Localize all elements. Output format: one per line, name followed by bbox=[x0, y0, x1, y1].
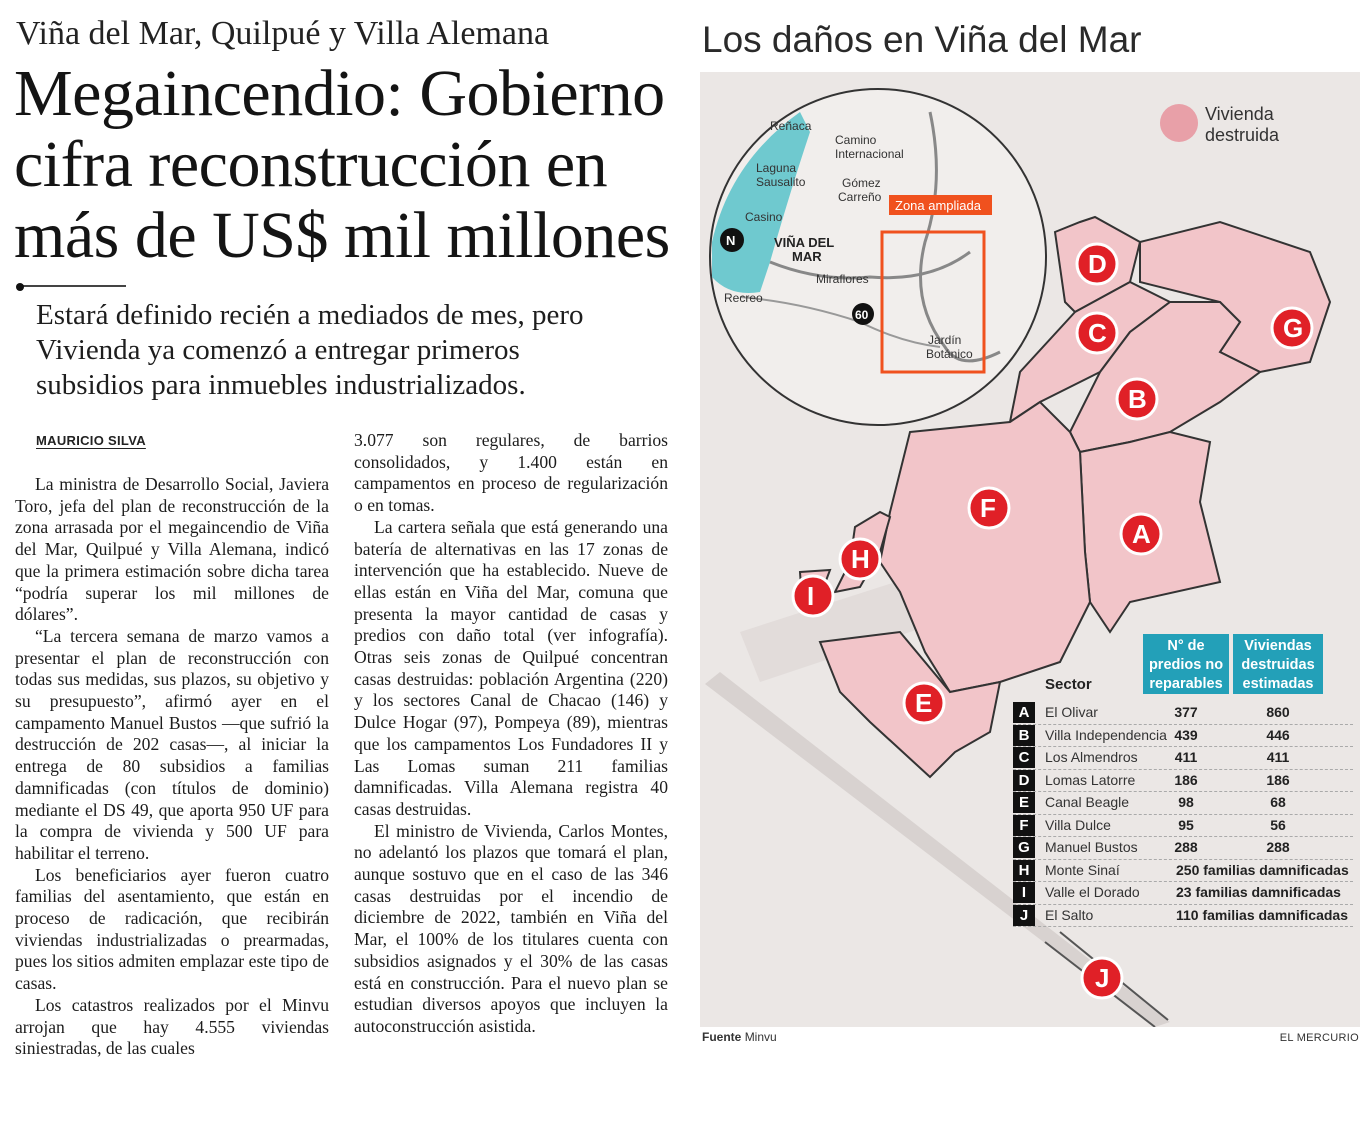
row-letter: C bbox=[1013, 747, 1035, 768]
row-letter: F bbox=[1013, 815, 1035, 836]
row-familias: 110 familias damnificadas bbox=[1176, 906, 1348, 923]
inset-label-vina-1: VIÑA DEL bbox=[774, 235, 835, 250]
table-header-predios bbox=[1143, 634, 1229, 694]
publication-credit: EL MERCURIO bbox=[1279, 1032, 1359, 1044]
header-line: reparables bbox=[1149, 676, 1223, 692]
deck-bullet bbox=[16, 283, 24, 291]
sector-letter: J bbox=[1095, 963, 1110, 993]
inset-label-sausalito: Sausalito bbox=[756, 175, 806, 189]
headline-line-2: cifra reconstrucción en bbox=[14, 128, 608, 201]
inset-label-internacional: Internacional bbox=[835, 147, 904, 161]
article-column-1 bbox=[15, 474, 329, 1060]
row-name: Canal Beagle bbox=[1045, 794, 1130, 810]
sector-letter: B bbox=[1128, 384, 1147, 414]
inset-label-carreno: Carreño bbox=[838, 190, 882, 204]
article-deck bbox=[36, 298, 686, 403]
sector-marker-i bbox=[793, 576, 833, 616]
sector-marker-b bbox=[1117, 379, 1157, 419]
row-letter: G bbox=[1013, 837, 1035, 858]
table-row bbox=[1013, 747, 1353, 770]
header-line: Viviendas bbox=[1244, 638, 1312, 654]
inset-label-gomez: Gómez bbox=[842, 176, 881, 190]
sector-letter: G bbox=[1283, 313, 1304, 343]
paragraph: El ministro de Vivienda, Carlos Montes, no adelantó los plazos que tomará el plan, aunque sostuvo que en el caso de las 346 casas destruidas por el incendio de diciembre de 2022, también en Viña del Mar, el 100% de los titulares cuenta con subsidios asignados y el 30% de las casas está en construcción. Para el nuevo plan se estudian diversos apoyos que incluyen la autoconstrucción asistida. bbox=[354, 820, 668, 1036]
source-label: Fuente bbox=[702, 1030, 742, 1044]
row-familias: 23 familias damnificadas bbox=[1176, 884, 1341, 900]
row-name: El Salto bbox=[1045, 906, 1094, 923]
table-row bbox=[1013, 702, 1353, 725]
headline-line-3: más de US$ mil millones bbox=[14, 199, 670, 272]
paragraph: 3.077 son regulares, de barrios consolidados, y 1.400 están en campamentos en proceso de regularización o en tomas. bbox=[354, 430, 668, 516]
table-rows bbox=[1013, 702, 1353, 927]
row-predios: 95 bbox=[1178, 816, 1194, 833]
sector-letter: D bbox=[1088, 249, 1107, 279]
row-predios: 377 bbox=[1174, 704, 1198, 720]
inset-label-renaca: Reñaca bbox=[770, 119, 812, 133]
row-viviendas: 860 bbox=[1266, 704, 1290, 720]
article-headline bbox=[14, 58, 689, 271]
paragraph: Los beneficiarios ayer fueron cuatro familias del asentamiento, que están en proceso de radicación, que recibirán viviendas industrializadas o prearmadas, pues los sitios admiten emplazar este tipo de casas. bbox=[15, 864, 329, 994]
row-viviendas: 411 bbox=[1266, 749, 1290, 765]
sector-marker-a bbox=[1121, 514, 1161, 554]
sector-marker-f bbox=[969, 488, 1009, 528]
sector-letter: F bbox=[980, 493, 996, 523]
row-name: El Olivar bbox=[1045, 704, 1098, 720]
table-row bbox=[1013, 725, 1353, 748]
deck-line-3: subsidios para inmuebles industrializados. bbox=[36, 369, 526, 401]
row-predios: 288 bbox=[1174, 839, 1198, 855]
row-viviendas: 446 bbox=[1266, 726, 1290, 743]
table-row bbox=[1013, 860, 1353, 883]
row-familias: 250 familias damnificadas bbox=[1176, 861, 1349, 878]
row-predios: 98 bbox=[1178, 794, 1194, 810]
sector-letter: C bbox=[1088, 318, 1107, 348]
table-header-viviendas bbox=[1233, 634, 1323, 694]
paragraph: La cartera señala que está generando una batería de alternativas en las 17 zonas de intervención que ha establecido. Nueve de ellas están en Viña del Mar, comuna que presenta la mayor cantidad de casas y predios con daño total (ver infografía). Otras seis zonas de Quilpué concentran casas destruidas: población Argentina (220) y los sectores Canal de Chacao (146) y Dulce Hogar (97), Pompeya (89), mientras que los campamentos Los Fundadores II y Las Lomas suman 211 familias damnificadas. Villa Alemana registra 40 casas destruidas. bbox=[354, 516, 668, 819]
row-predios: 186 bbox=[1174, 771, 1198, 788]
inset-label-jardin: Jardín bbox=[928, 333, 962, 347]
sector-marker-j bbox=[1082, 958, 1122, 998]
inset-label-vina-2: MAR bbox=[792, 249, 822, 264]
sector-marker-c bbox=[1077, 313, 1117, 353]
deck-line-2: Vivienda ya comenzó a entregar primeros bbox=[36, 334, 520, 366]
inset-label-casino: Casino bbox=[745, 210, 783, 224]
inset-label-botanico: Botánico bbox=[926, 347, 973, 361]
sector-letter: I bbox=[807, 581, 815, 611]
row-name: Villa Independencia bbox=[1045, 726, 1167, 743]
inset-label-camino: Camino bbox=[835, 133, 877, 147]
row-letter: H bbox=[1013, 860, 1035, 881]
route-shield-label: 60 bbox=[855, 308, 869, 322]
row-viviendas: 186 bbox=[1266, 771, 1290, 788]
row-letter: A bbox=[1013, 702, 1035, 723]
zona-ampliada-label: Zona ampliada bbox=[895, 198, 981, 213]
table-row bbox=[1013, 905, 1353, 928]
paragraph: “La tercera semana de marzo vamos a presentar el plan de reconstrucción con todas sus medidas, sus plazos, su objetivo y su presupuesto”, afirmó ayer en el campamento Manuel Bustos —que sufrió la destrucción de 202 casas—, al iniciar la entrega de 80 subsidios a familias damnificadas (con títulos de dominio) mediante el DS 49, que aporta 950 UF para la compra de vivienda y 500 UF para habilitar el terreno. bbox=[15, 625, 329, 863]
source-note bbox=[702, 1030, 777, 1044]
north-arrow-label: N bbox=[726, 233, 736, 248]
inset-label-recreo: Recreo bbox=[724, 291, 763, 305]
table-row bbox=[1013, 815, 1353, 838]
sector-marker-g bbox=[1272, 308, 1312, 348]
row-letter: J bbox=[1013, 905, 1035, 926]
sector-letter: H bbox=[851, 544, 870, 574]
sector-marker-e bbox=[904, 683, 944, 723]
paragraph: Los catastros realizados por el Minvu arrojan que hay 4.555 viviendas siniestradas, de las cuales bbox=[15, 994, 329, 1059]
sector-letter: A bbox=[1132, 519, 1151, 549]
deck-line-1: Estará definido recién a mediados de mes, pero bbox=[36, 299, 584, 331]
row-predios: 411 bbox=[1174, 749, 1198, 765]
byline: MAURICIO SILVA bbox=[36, 433, 146, 448]
paragraph: La ministra de Desarrollo Social, Javiera Toro, jefa del plan de reconstrucción de la zona arrasada por el megaincendio de Viña del Mar, Quilpué y Villa Alemana, indicó que la primera estimación sobre dicha tarea “podría superar los mil millones de dólares”. bbox=[15, 474, 329, 625]
inset-map bbox=[710, 89, 1046, 425]
header-line: predios no bbox=[1148, 657, 1224, 673]
row-name: Monte Sinaí bbox=[1045, 861, 1120, 878]
row-letter: D bbox=[1013, 770, 1035, 791]
row-letter: B bbox=[1013, 725, 1035, 746]
header-line: estimadas bbox=[1242, 676, 1314, 692]
infographic-title: Los daños en Viña del Mar bbox=[702, 19, 1142, 60]
inset-label-miraflores: Miraflores bbox=[816, 272, 869, 286]
sector-marker-d bbox=[1077, 244, 1117, 284]
sector-letter: E bbox=[915, 688, 933, 718]
row-name: Manuel Bustos bbox=[1045, 839, 1138, 855]
table-row bbox=[1013, 837, 1353, 860]
table-header-sector: Sector bbox=[1045, 676, 1092, 693]
header-line: N° de bbox=[1167, 638, 1205, 654]
article-column-2 bbox=[354, 430, 668, 1038]
row-name: Villa Dulce bbox=[1045, 816, 1111, 833]
source-value: Minvu bbox=[744, 1030, 777, 1044]
sector-marker-h bbox=[840, 539, 880, 579]
table-row bbox=[1013, 792, 1353, 815]
legend-label: Vivienda destruida bbox=[1205, 104, 1280, 145]
headline-line-1: Megaincendio: Gobierno bbox=[14, 57, 665, 130]
inset-label-laguna: Laguna bbox=[756, 161, 797, 175]
article-kicker: Viña del Mar, Quilpué y Villa Alemana bbox=[16, 15, 550, 52]
header-line: destruidas bbox=[1241, 657, 1315, 673]
row-letter: I bbox=[1013, 882, 1035, 903]
row-name: Valle el Dorado bbox=[1045, 884, 1140, 900]
row-viviendas: 56 bbox=[1270, 816, 1286, 833]
legend-swatch bbox=[1160, 104, 1198, 142]
deck-rule bbox=[18, 285, 126, 287]
row-letter: E bbox=[1013, 792, 1035, 813]
row-viviendas: 68 bbox=[1270, 794, 1286, 810]
row-predios: 439 bbox=[1174, 726, 1198, 743]
row-name: Lomas Latorre bbox=[1045, 771, 1136, 788]
table-row bbox=[1013, 770, 1353, 793]
row-name: Los Almendros bbox=[1045, 749, 1138, 765]
row-viviendas: 288 bbox=[1266, 839, 1290, 855]
table-row bbox=[1013, 882, 1353, 905]
